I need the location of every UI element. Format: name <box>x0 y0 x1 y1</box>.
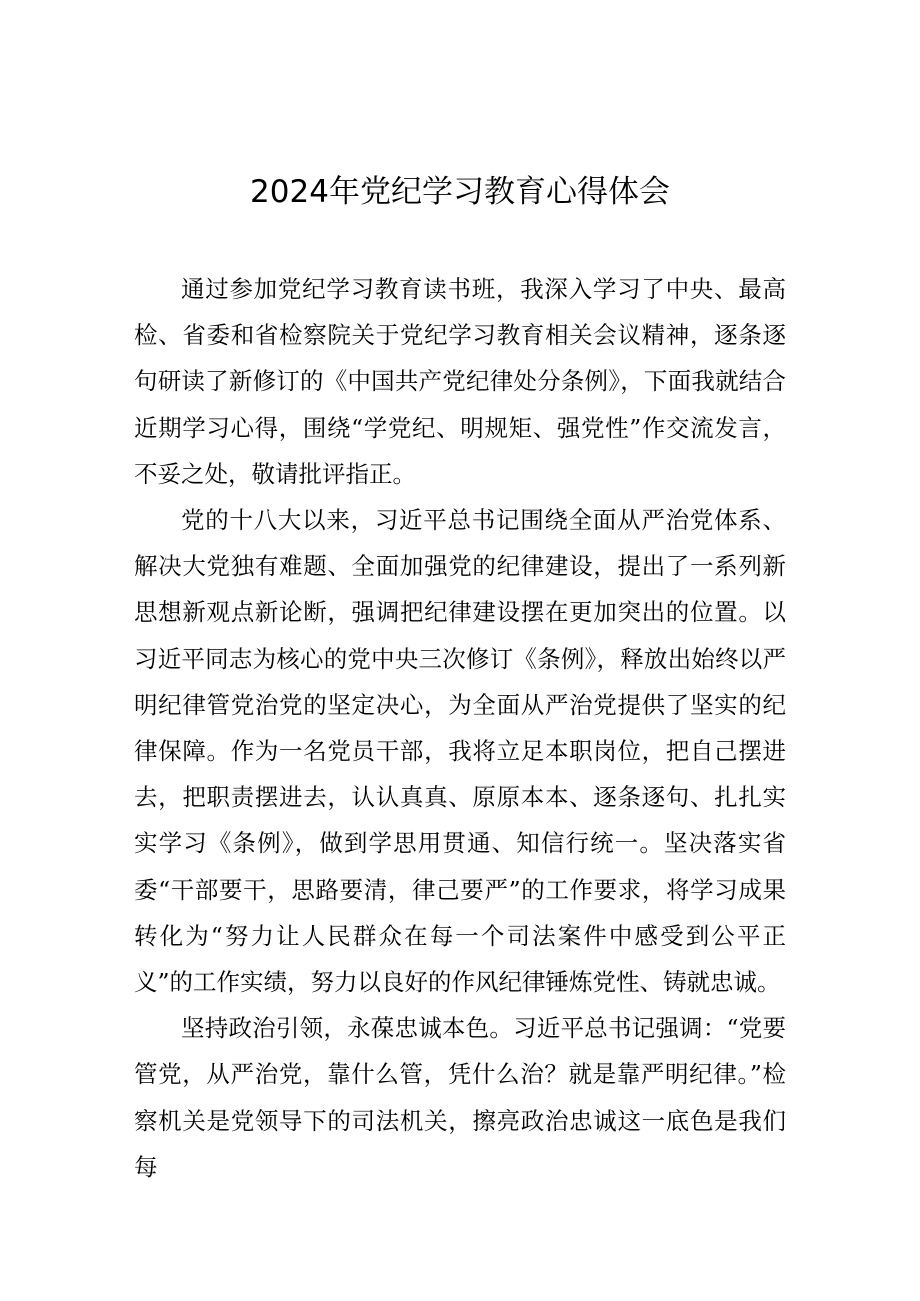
paragraph-3: 坚持政治引领，永葆忠诚本色。习近平总书记强调：“党要管党，从严治党，靠什么管，凭什么治？就是靠严明纪律。”检察机关是党领导下的司法机关，擦亮政治忠诚这一底色是我们每 <box>134 1014 786 1181</box>
document-title: 2024年党纪学习教育心得体会 <box>250 174 670 210</box>
paragraph-2: 党的十八大以来，习近平总书记围绕全面从严治党体系、解决大党独有难题、全面加强党的纪律建设，提出了一系列新思想新观点新论断，强调把纪律建设摆在更加突出的位置。以习近平同志为核心的党中央三次修订《条例》，释放出始终以严明纪律管党治党的坚定决心，为全面从严治党提供了坚实的纪律保障。作为一名党员干部，我将立足本职岗位，把自己摆进去，把职责摆进去，认认真真、原原本本、逐条逐句、扎扎实实学习《条例》，做到学思用贯通、知信行统一。坚决落实省委“干部要干，思路要清，律己要严”的工作要求，将学习成果转化为“努力让人民群众在每一个司法案件中感受到公平正义”的工作实绩，努力以良好的作风纪律锤炼党性、铸就忠诚。 <box>134 506 786 997</box>
paragraph-1: 通过参加党纪学习教育读书班，我深入学习了中央、最高检、省委和省检察院关于党纪学习教育相关会议精神，逐条逐句研读了新修订的《中国共产党纪律处分条例》，下面我就结合近期学习心得，围绕“学党纪、明规矩、强党性”作交流发言，不妥之处，敬请批评指正。 <box>134 275 786 488</box>
document-body <box>134 266 786 1190</box>
